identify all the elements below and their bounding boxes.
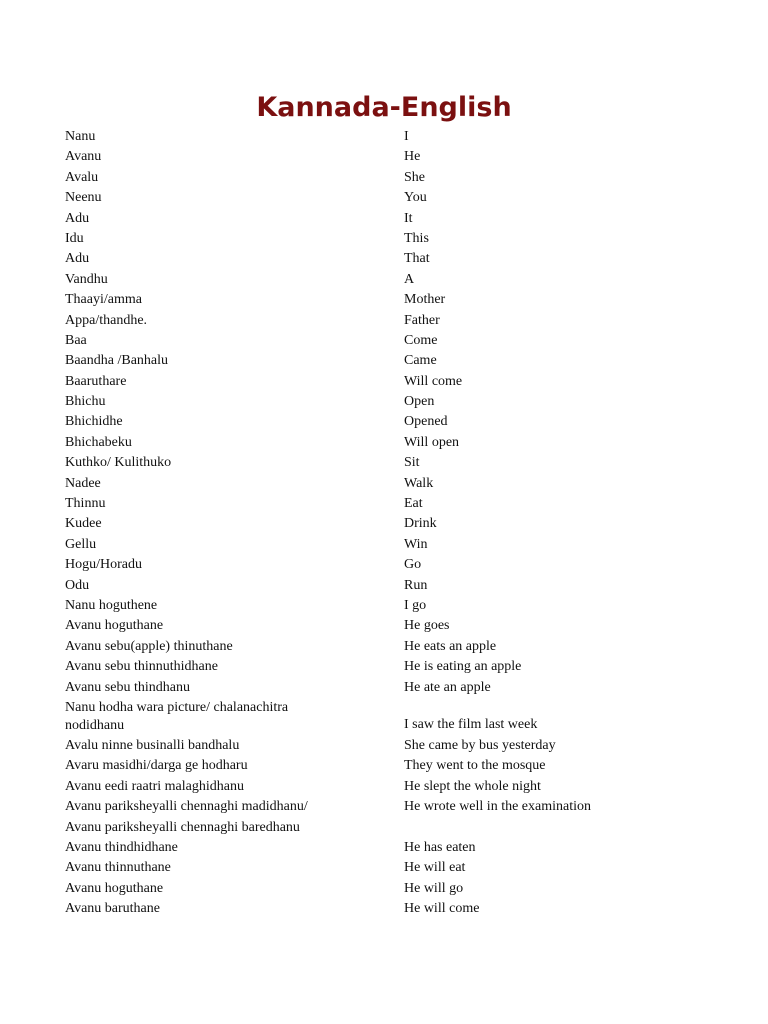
vocabulary-row: [0, 188, 768, 208]
vocabulary-row: [0, 331, 768, 351]
english-translation: He eats an apple: [404, 638, 497, 654]
kannada-term: Nanu hodha wara picture/ chalanachitra nodidhanu: [65, 699, 289, 733]
kannada-term: Nanu: [65, 129, 96, 144]
vocabulary-row: [0, 249, 768, 269]
vocabulary-row: [0, 657, 768, 677]
kannada-term: Gellu: [65, 536, 97, 552]
english-translation: She: [404, 169, 425, 185]
kannada-term: Nadee: [65, 475, 101, 491]
vocabulary-row: [0, 756, 768, 776]
kannada-term: Adu: [65, 251, 90, 267]
english-translation: He is eating an apple: [404, 659, 522, 675]
kannada-term: Nanu hoguthene: [65, 597, 158, 613]
vocabulary-row: [0, 797, 768, 817]
english-translation: Will open: [404, 434, 460, 450]
english-translation: He wrote well in the examination: [404, 799, 591, 815]
kannada-term: Bhichu: [65, 394, 106, 410]
kannada-term: Idu: [65, 230, 84, 246]
kannada-term: Vandhu: [65, 271, 108, 287]
vocabulary-row: [0, 576, 768, 596]
kannada-term: Bhichabeku: [65, 434, 132, 450]
vocabulary-row: [0, 229, 768, 249]
kannada-term: Avanu sebu thindhanu: [65, 679, 190, 695]
english-translation: Opened: [404, 414, 448, 430]
vocabulary-row: [0, 372, 768, 392]
kannada-term: Bhichidhe: [65, 414, 123, 430]
english-translation: Eat: [404, 496, 423, 512]
english-translation: Drink: [404, 516, 437, 532]
english-translation: Come: [404, 332, 438, 348]
vocabulary-row: [0, 351, 768, 371]
vocabulary-row: [0, 838, 768, 858]
english-translation: That: [404, 251, 430, 267]
english-translation: He will eat: [404, 860, 466, 876]
english-translation: They went to the mosque: [404, 758, 546, 774]
kannada-term: Avanu sebu thinnuthidhane: [65, 659, 218, 675]
kannada-term: Neenu: [65, 190, 102, 206]
english-translation: He has eaten: [404, 839, 476, 855]
kannada-term: Avanu hoguthane: [65, 880, 164, 896]
kannada-term: Baandha /Banhalu: [65, 353, 169, 369]
vocabulary-row: [0, 311, 768, 331]
vocabulary-row: [0, 412, 768, 432]
vocabulary-row: [0, 147, 768, 167]
english-translation: Open: [404, 394, 435, 410]
vocabulary-row: [0, 392, 768, 412]
kannada-term: Avanu: [65, 149, 102, 165]
kannada-term: Avanu thinnuthane: [65, 860, 171, 876]
english-translation: He ate an apple: [404, 679, 491, 695]
vocabulary-row: [0, 168, 768, 188]
kannada-term: Avanu pariksheyalli chennaghi baredhanu: [65, 819, 300, 835]
vocabulary-row: [0, 290, 768, 310]
vocabulary-row: [0, 596, 768, 616]
kannada-term: Hogu/Horadu: [65, 557, 142, 573]
vocabulary-row: [0, 453, 768, 473]
english-translation: Go: [404, 557, 422, 573]
kannada-term: Baa: [65, 332, 87, 348]
vocabulary-row: [0, 678, 768, 698]
vocabulary-row: [0, 818, 768, 838]
english-translation: It: [404, 210, 413, 226]
english-translation: He: [404, 149, 421, 165]
vocabulary-row: [0, 899, 768, 919]
kannada-term: Appa/thandhe.: [65, 312, 148, 328]
english-translation: He slept the whole night: [404, 778, 541, 794]
english-translation: Father: [404, 312, 440, 328]
kannada-term: Avanu baruthane: [65, 901, 160, 917]
vocabulary-row: [0, 858, 768, 878]
vocabulary-row: [0, 616, 768, 636]
kannada-term: Avanu eedi raatri malaghidhanu: [65, 778, 244, 794]
vocabulary-row: [0, 555, 768, 575]
kannada-term: Avanu thindhidhane: [65, 839, 178, 855]
kannada-term: Kuthko/ Kulithuko: [65, 455, 172, 471]
vocabulary-row: [0, 514, 768, 534]
english-translation: I: [404, 129, 409, 144]
english-translation: You: [404, 190, 427, 206]
english-translation: I go: [404, 597, 427, 613]
english-translation: Sit: [404, 455, 420, 471]
english-translation: He goes: [404, 618, 450, 634]
vocabulary-row: [0, 637, 768, 657]
vocabulary-row: [0, 209, 768, 229]
english-translation: He will go: [404, 880, 464, 896]
kannada-term: Avalu ninne businalli bandhalu: [65, 737, 240, 753]
vocabulary-row: [0, 698, 768, 736]
kannada-term: Odu: [65, 577, 90, 593]
vocabulary-row: [0, 270, 768, 290]
kannada-term: Thaayi/amma: [65, 292, 142, 308]
vocabulary-row: [0, 433, 768, 453]
kannada-term: Avanu sebu(apple) thinuthane: [65, 638, 233, 654]
english-translation: Mother: [404, 292, 446, 308]
vocabulary-row: [0, 879, 768, 899]
kannada-term: Avaru masidhi/darga ge hodharu: [65, 758, 248, 774]
english-translation: Win: [404, 536, 428, 552]
page-title: Kannada-English: [256, 92, 512, 123]
kannada-term: Baaruthare: [65, 373, 127, 389]
english-translation: Run: [404, 577, 428, 593]
vocabulary-row: [0, 474, 768, 494]
vocabulary-list: [0, 127, 768, 919]
english-translation: Came: [404, 353, 437, 369]
english-translation: He will come: [404, 901, 480, 917]
english-translation: Walk: [404, 475, 434, 491]
english-translation: I saw the film last week: [404, 716, 538, 732]
kannada-term: Avanu hoguthane: [65, 618, 164, 634]
english-translation: A: [404, 271, 415, 287]
english-translation: This: [404, 230, 429, 246]
kannada-term: Avanu pariksheyalli chennaghi madidhanu/: [65, 799, 308, 815]
kannada-term: Thinnu: [65, 496, 106, 512]
vocabulary-row: [0, 777, 768, 797]
vocabulary-row: [0, 127, 768, 147]
english-translation: She came by bus yesterday: [404, 737, 556, 753]
kannada-term: Avalu: [65, 169, 99, 185]
kannada-term: Adu: [65, 210, 90, 226]
kannada-term: Kudee: [65, 516, 102, 532]
english-translation: Will come: [404, 373, 463, 389]
vocabulary-row: [0, 736, 768, 756]
vocabulary-row: [0, 494, 768, 514]
vocabulary-row: [0, 535, 768, 555]
